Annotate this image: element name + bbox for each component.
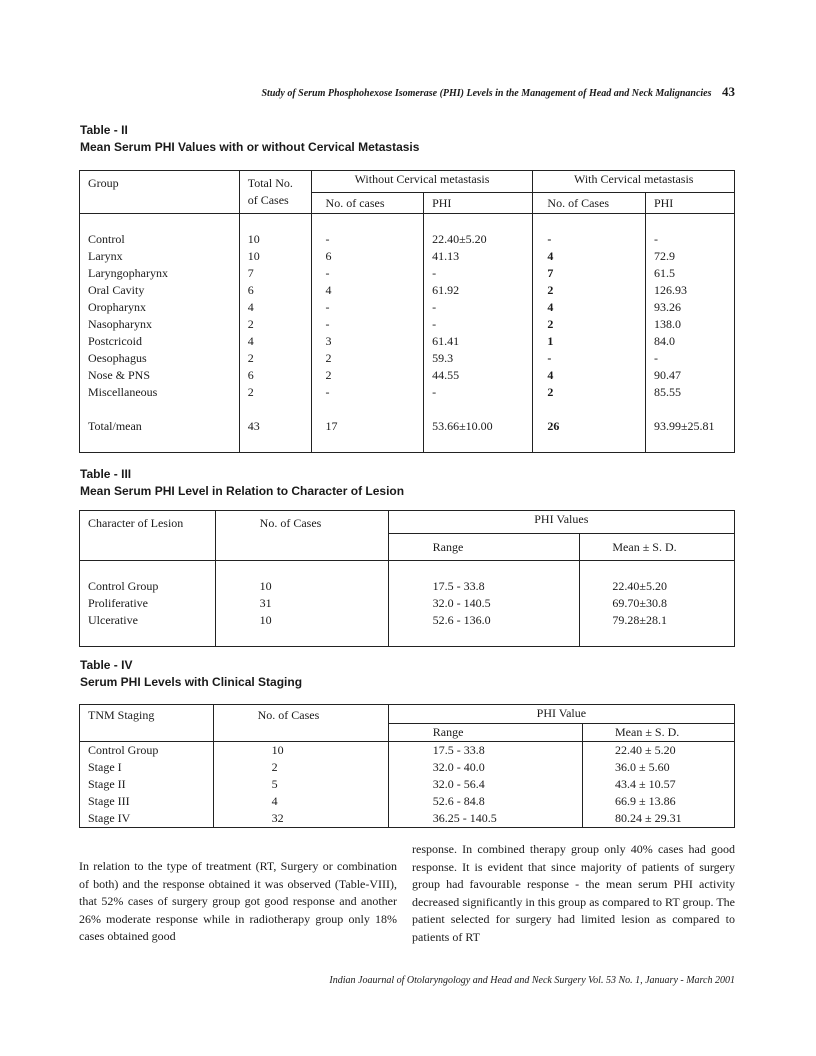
table2-cell-total: 6 bbox=[239, 367, 311, 384]
table2-cell-wo-cases: - bbox=[311, 231, 424, 248]
table4-header-mean: Mean ± S. D. bbox=[583, 723, 735, 742]
table2-cell-wo-cases: - bbox=[311, 384, 424, 401]
table4-caption bbox=[80, 657, 302, 691]
table2-cell-wo-cases: 2 bbox=[311, 350, 424, 367]
table3-row bbox=[80, 612, 735, 629]
table3-cell-label: Proliferative bbox=[80, 595, 216, 612]
table2-header-no-cases-with: No. of Cases bbox=[533, 192, 646, 214]
table2-cell-group: Nasopharynx bbox=[80, 316, 240, 333]
table2-row bbox=[80, 333, 735, 350]
table2-cell-total: 7 bbox=[239, 265, 311, 282]
table2-cell-wo-phi: - bbox=[424, 299, 533, 316]
table2-cell-group: Control bbox=[80, 231, 240, 248]
table2-cell-group: Miscellaneous bbox=[80, 384, 240, 401]
running-head-title: Study of Serum Phosphohexose Isomerase (PHI) Levels in the Management of Head and Neck Malignancies bbox=[261, 88, 712, 99]
table4-row bbox=[80, 793, 735, 810]
table2-caption bbox=[80, 122, 419, 156]
table4-cell-range: 32.0 - 40.0 bbox=[388, 759, 582, 776]
table4-cell-cases: 5 bbox=[213, 776, 388, 793]
table4-cell-label: Stage IV bbox=[80, 810, 214, 828]
table2-cell-w-phi: - bbox=[645, 350, 734, 367]
table4-cell-mean: 22.40 ± 5.20 bbox=[583, 742, 735, 760]
table2-label: Table - II bbox=[80, 123, 128, 137]
table3-cell-mean: 69.70±30.8 bbox=[580, 595, 735, 612]
table2-cell-w-cases: - bbox=[533, 231, 646, 248]
table4-cell-label: Control Group bbox=[80, 742, 214, 760]
table2-cell-wo-cases: 6 bbox=[311, 248, 424, 265]
table2-cell-wo-phi: - bbox=[424, 265, 533, 282]
table2-cell-wo-cases: 4 bbox=[311, 282, 424, 299]
table2-header-with: With Cervical metastasis bbox=[533, 171, 735, 193]
table2-cell-w-cases: 2 bbox=[533, 282, 646, 299]
table2-row bbox=[80, 367, 735, 384]
table2-cell-group: Nose & PNS bbox=[80, 367, 240, 384]
table2-cell-total: 2 bbox=[239, 350, 311, 367]
table3-header-phi: PHI Values bbox=[388, 511, 734, 534]
table2-cell-w-phi: 138.0 bbox=[645, 316, 734, 333]
table2-cell-w-cases: 4 bbox=[533, 248, 646, 265]
table4-cell-label: Stage II bbox=[80, 776, 214, 793]
table2-cell-wo-cases: 2 bbox=[311, 367, 424, 384]
table3-cell-mean: 79.28±28.1 bbox=[580, 612, 735, 629]
table2-cell-w-cases: 4 bbox=[533, 299, 646, 316]
table2-total-row: Total/mean 43 17 53.66±10.00 26 93.99±25.81 bbox=[80, 418, 735, 435]
body-left-column: In relation to the type of treatment (RT, Surgery or combination of both) and the response obtained it was observed (Table-VIII), that 52% cases of surgery group got good response and another 26% moderate response while in radiotherapy group only 18% cases obtained good bbox=[79, 859, 397, 944]
table2-cell-group: Postcricoid bbox=[80, 333, 240, 350]
table2-cell-wo-phi: - bbox=[424, 384, 533, 401]
table2-row bbox=[80, 265, 735, 282]
table4-cell-range: 52.6 - 84.8 bbox=[388, 793, 582, 810]
table4-header-cases: No. of Cases bbox=[213, 705, 388, 742]
table2-cell-total: 4 bbox=[239, 299, 311, 316]
table3-cell-range: 52.6 - 136.0 bbox=[388, 612, 580, 629]
table3-row bbox=[80, 595, 735, 612]
table3-cell-range: 17.5 - 33.8 bbox=[388, 578, 580, 595]
table2-cell-wo-phi: 61.41 bbox=[424, 333, 533, 350]
table4-label: Table - IV bbox=[80, 658, 133, 672]
table2-cell-w-cases: 2 bbox=[533, 316, 646, 333]
table4-cell-mean: 80.24 ± 29.31 bbox=[583, 810, 735, 828]
table3-cell-cases: 10 bbox=[215, 578, 388, 595]
table4-cell-range: 32.0 - 56.4 bbox=[388, 776, 582, 793]
table2-header-group: Group bbox=[80, 171, 240, 214]
table2-cell-wo-cases: - bbox=[311, 316, 424, 333]
table2-cell-wo-phi: 41.13 bbox=[424, 248, 533, 265]
table2-cell-total: 10 bbox=[239, 248, 311, 265]
table2 bbox=[79, 170, 735, 453]
table2-row bbox=[80, 231, 735, 248]
table2-cell-w-phi: 93.26 bbox=[645, 299, 734, 316]
table2-cell-wo-phi: 44.55 bbox=[424, 367, 533, 384]
table3-title: Mean Serum PHI Level in Relation to Character of Lesion bbox=[80, 484, 405, 498]
table2-cell-w-phi: 61.5 bbox=[645, 265, 734, 282]
table4-row bbox=[80, 776, 735, 793]
table2-cell-w-phi: 90.47 bbox=[645, 367, 734, 384]
table2-cell-w-cases: 4 bbox=[533, 367, 646, 384]
table2-header-without: Without Cervical metastasis bbox=[311, 171, 533, 193]
table2-cell-w-cases: - bbox=[533, 350, 646, 367]
table3-cell-range: 32.0 - 140.5 bbox=[388, 595, 580, 612]
table4-cell-cases: 32 bbox=[213, 810, 388, 828]
table2-cell-wo-phi: 59.3 bbox=[424, 350, 533, 367]
table2-header-no-cases-without: No. of cases bbox=[311, 192, 424, 214]
table4-cell-cases: 2 bbox=[213, 759, 388, 776]
table2-cell-total: 10 bbox=[239, 231, 311, 248]
table4-cell-cases: 10 bbox=[213, 742, 388, 760]
table2-row bbox=[80, 299, 735, 316]
table2-cell-w-phi: 84.0 bbox=[645, 333, 734, 350]
table3-cell-cases: 10 bbox=[215, 612, 388, 629]
table4-cell-mean: 43.4 ± 10.57 bbox=[583, 776, 735, 793]
table4-cell-range: 17.5 - 33.8 bbox=[388, 742, 582, 760]
table4-row bbox=[80, 742, 735, 760]
table2-header-phi-with: PHI bbox=[645, 192, 734, 214]
body-right-column: response. In combined therapy group only 40% cases had good response. It is evident that since majority of patients of surgery group had favourable response - the mean serum PHI activity decreased significantly in this group as compared to RT group. The patient selected for surgery had limited lesion as compared to patients of RT bbox=[412, 842, 735, 944]
table2-header-phi-without: PHI bbox=[424, 192, 533, 214]
table3-header-range: Range bbox=[388, 534, 580, 561]
table3-header-mean: Mean ± S. D. bbox=[580, 534, 735, 561]
table2-cell-w-cases: 2 bbox=[533, 384, 646, 401]
page-number: 43 bbox=[722, 84, 735, 99]
table2-cell-total: 2 bbox=[239, 384, 311, 401]
table2-row bbox=[80, 282, 735, 299]
table2-row bbox=[80, 384, 735, 401]
table4-row bbox=[80, 810, 735, 828]
table2-row bbox=[80, 350, 735, 367]
table3-cell-cases: 31 bbox=[215, 595, 388, 612]
table3 bbox=[79, 510, 735, 647]
table2-cell-wo-cases: 3 bbox=[311, 333, 424, 350]
table2-cell-w-phi: 85.55 bbox=[645, 384, 734, 401]
table2-row bbox=[80, 248, 735, 265]
table2-cell-total: 2 bbox=[239, 316, 311, 333]
table4-header-phi: PHI Value bbox=[388, 705, 734, 724]
table3-caption bbox=[80, 466, 404, 500]
table2-title: Mean Serum PHI Values with or without Cervical Metastasis bbox=[80, 140, 420, 154]
table4-cell-label: Stage I bbox=[80, 759, 214, 776]
table2-cell-group: Oesophagus bbox=[80, 350, 240, 367]
table2-cell-w-phi: 126.93 bbox=[645, 282, 734, 299]
footer-citation: Indian Joaurnal of Otolaryngology and Head and Neck Surgery Vol. 53 No. 1, January - March 2001 bbox=[329, 975, 735, 986]
table4 bbox=[79, 704, 735, 828]
table2-cell-group: Oropharynx bbox=[80, 299, 240, 316]
table2-cell-w-phi: 72.9 bbox=[645, 248, 734, 265]
table4-cell-label: Stage III bbox=[80, 793, 214, 810]
table3-header-character: Character of Lesion bbox=[80, 511, 216, 561]
table2-cell-total: 4 bbox=[239, 333, 311, 350]
table2-row bbox=[80, 316, 735, 333]
table4-row bbox=[80, 759, 735, 776]
table2-cell-w-phi: - bbox=[645, 231, 734, 248]
table4-header-staging: TNM Staging bbox=[80, 705, 214, 742]
table2-header-total: Total No. of Cases bbox=[239, 171, 311, 214]
table4-header-range: Range bbox=[388, 723, 582, 742]
table3-cell-label: Control Group bbox=[80, 578, 216, 595]
table2-cell-total: 6 bbox=[239, 282, 311, 299]
table2-cell-group: Laryngopharynx bbox=[80, 265, 240, 282]
table3-header-cases: No. of Cases bbox=[215, 511, 388, 561]
table2-cell-w-cases: 7 bbox=[533, 265, 646, 282]
table4-cell-mean: 66.9 ± 13.86 bbox=[583, 793, 735, 810]
table3-cell-label: Ulcerative bbox=[80, 612, 216, 629]
table4-title: Serum PHI Levels with Clinical Staging bbox=[80, 675, 303, 689]
table2-cell-wo-cases: - bbox=[311, 265, 424, 282]
table3-cell-mean: 22.40±5.20 bbox=[580, 578, 735, 595]
table2-cell-wo-phi: 22.40±5.20 bbox=[424, 231, 533, 248]
running-head bbox=[190, 84, 735, 100]
table2-cell-group: Larynx bbox=[80, 248, 240, 265]
table4-cell-mean: 36.0 ± 5.60 bbox=[583, 759, 735, 776]
table3-row bbox=[80, 578, 735, 595]
table4-cell-range: 36.25 - 140.5 bbox=[388, 810, 582, 828]
table2-cell-wo-cases: - bbox=[311, 299, 424, 316]
table2-cell-wo-phi: 61.92 bbox=[424, 282, 533, 299]
table3-label: Table - III bbox=[80, 467, 132, 481]
table2-cell-w-cases: 1 bbox=[533, 333, 646, 350]
table2-cell-wo-phi: - bbox=[424, 316, 533, 333]
table4-cell-cases: 4 bbox=[213, 793, 388, 810]
table2-cell-group: Oral Cavity bbox=[80, 282, 240, 299]
